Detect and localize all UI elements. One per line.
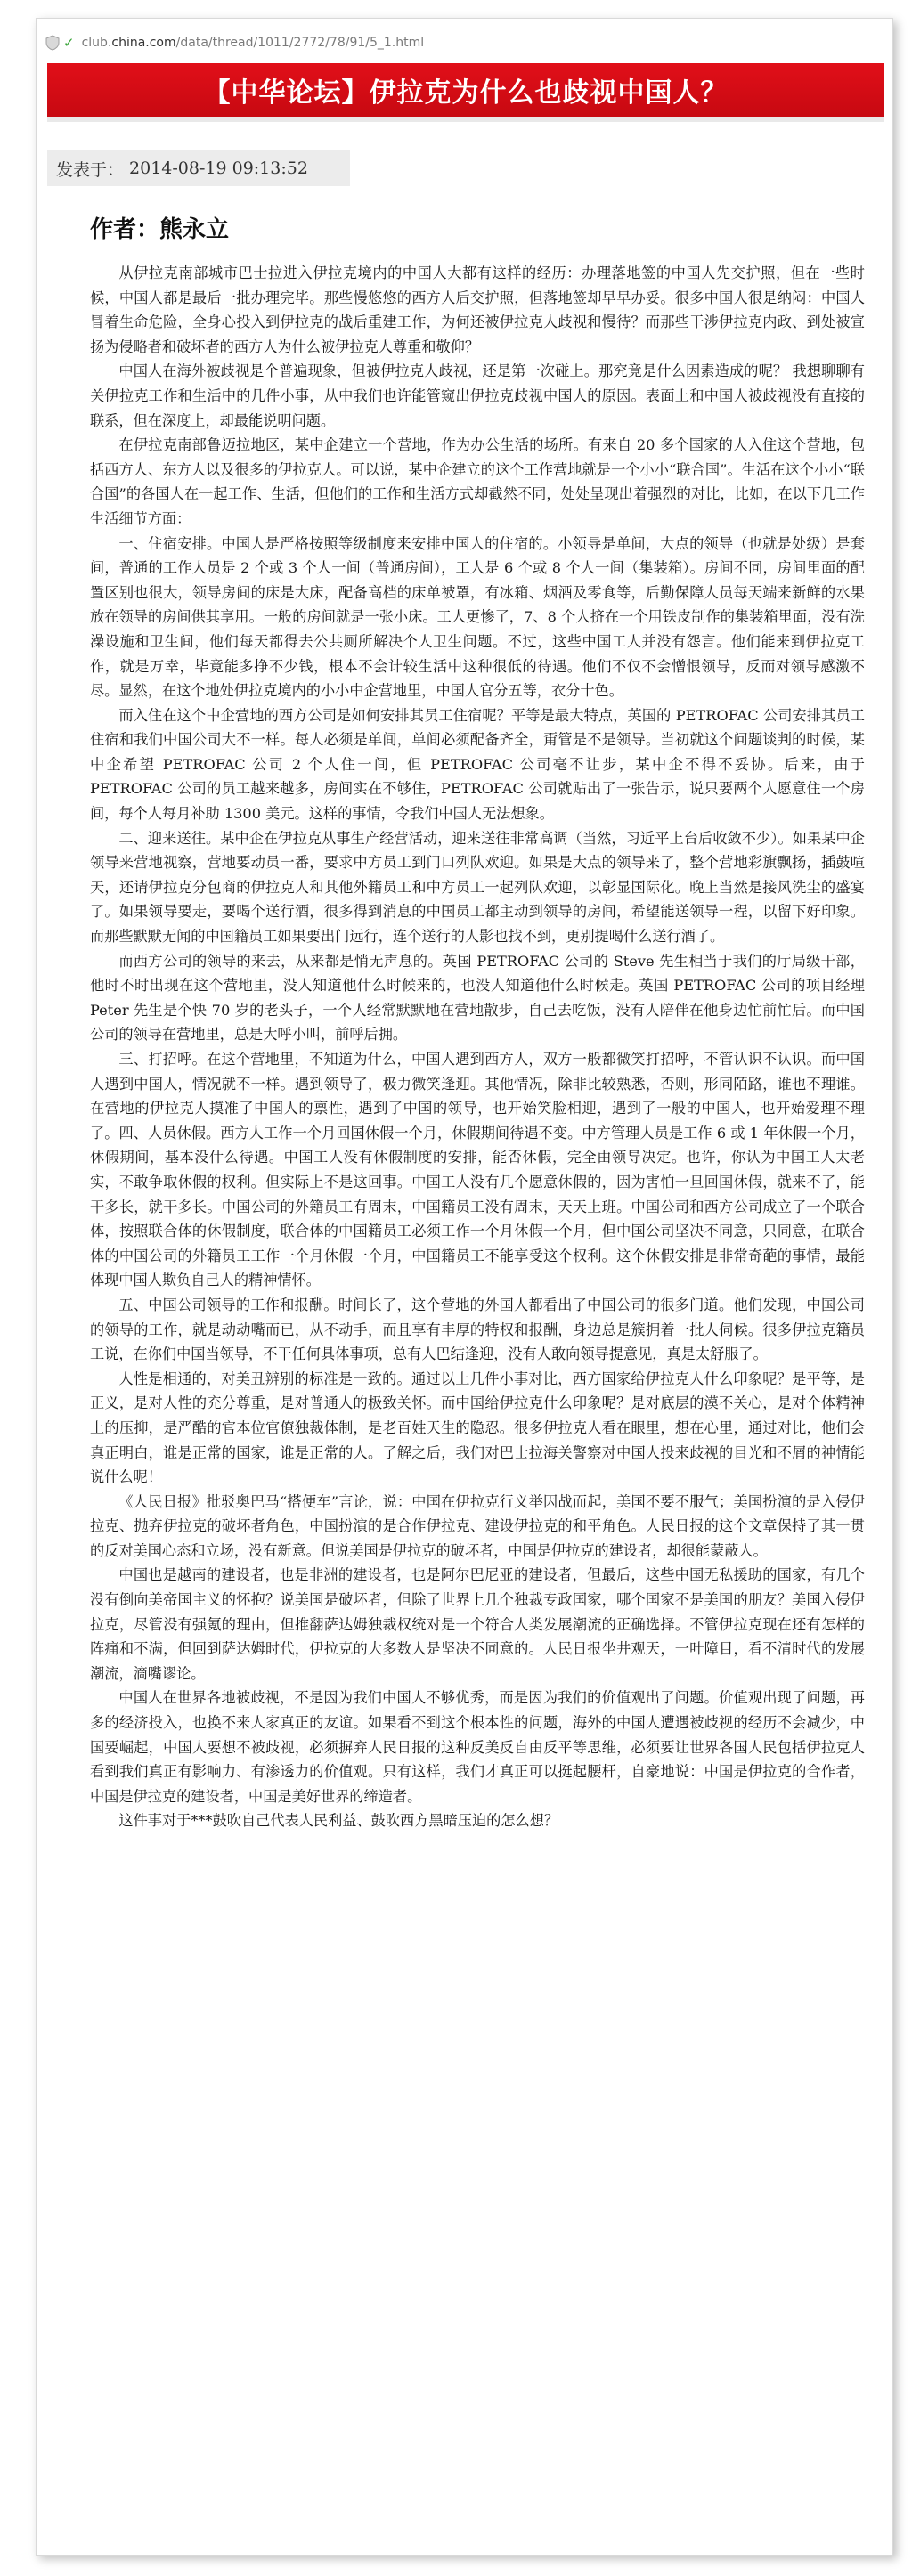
- article-paragraph: 在伊拉克南部鲁迈拉地区，某中企建立一个营地，作为办公生活的场所。有来自 20 多个国家的人入住这个营地，包括西方人、东方人以及很多的伊拉克人。可以说，某中企建立的这个工作营地就是一个小小“联合国”。生活在这个小小“联合国”的各国人在一起工作、生活，但他们的工作和生活方式却截然不同，处处呈现出着强烈的对比，比如，在以下几工作生活细节方面：: [90, 436, 865, 527]
- article-paragraph: 这件事对于***鼓吹自己代表人民利益、鼓吹西方黑暗压迫的怎么想？: [118, 1812, 559, 1830]
- article-paragraph: 《人民日报》批驳奥巴马“搭便车”言论，说：中国在伊拉克行义举因战而起，美国不要不服气；美国扮演的是入侵伊拉克、抛弃伊拉克的破坏者角色，中国扮演的是合作伊拉克、建设伊拉克的和平角色。人民日报的这个文章保持了其一贯的反对美国心态和立场，没有新意。但说美国是伊拉克的破坏者，中国是伊拉克的建设者，却很能蒙蔽人。: [90, 1492, 865, 1559]
- url-domain: china.com: [111, 36, 176, 50]
- article-paragraph: 中国也是越南的建设者，也是非洲的建设者，也是阿尔巴尼亚的建设者，但最后，这些中国无私援助的国家，有几个没有倒向美帝国主义的怀抱？说美国是破坏者，但除了世界上几个独裁专政国家，哪个国家不是美国的朋友？美国入侵伊拉克，尽管没有强氪的理由，但推翻萨达姆独裁权统对是一个符合人类发展潮流的正确选择。不管伊拉克现在还有怎样的阵痛和不满，但回到萨达姆时代，伊拉克的大多数人是坚决不同意的。人民日报坐井观天，一叶障目，看不清时代的发展潮流，滴嘴谬论。: [90, 1566, 865, 1682]
- article-paragraph: 从伊拉克南部城市巴士拉进入伊拉克境内的中国人大都有这样的经历：办理落地签的中国人先交护照，但在一些时候，中国人都是最后一批办理完毕。那些慢悠悠的西方人后交护照，但落地签却早早办妥。很多中国人很是纳闷：中国人冒着生命危险，全身心投入到伊拉克的战后重建工作，为何还被伊拉克人歧视和慢待？而那些干涉伊拉克内政、到处被宣扬为侵略者和破坏者的西方人为什么被伊拉克人尊重和敬仰？: [90, 264, 865, 355]
- url-prefix: club.: [81, 36, 112, 50]
- article-body: [90, 261, 865, 1833]
- article-paragraph: 而入住在这个中企营地的西方公司是如何安排其员工住宿呢？平等是最大特点，英国的 PETROFAC 公司安排其员工住宿和我们中国公司大不一样。每人必须是单间，单间必须配备齐全，甭管是不是领导。当初就这个问题谈判的时候，某中企希望 PETROFAC 公司 2 个人住一间，但 PETROFAC 公司毫不让步，某中企不得不妥协。后来，由于 PETROFAC 公司的员工越来越多，房间实在不够住，PETROFAC 公司就贴出了一张告示，说只要两个人愿意住一个房间，每个人每月补助 1300 美元。这样的事情，令我们中国人无法想象。: [90, 706, 865, 823]
- url-path: /data/thread/1011/2772/78/91/5_1.html: [175, 36, 425, 50]
- article-paragraph: 人性是相通的，对美丑辨别的标准是一致的。通过以上几件小事对比，西方国家给伊拉克人什么印象呢？是平等，是正义，是对人性的充分尊重，是对普通人的极致关怀。而中国给伊拉克什么印象呢？是对底层的漠不关心，是对个体精神上的压抑，是严酷的官本位官僚独裁体制，是老百姓天生的隐忍。很多伊拉克人看在眼里，想在心里，通过对比，他们会真正明白，谁是正常的国家，谁是正常的人。了解之后，我们对巴士拉海关警察对中国人投来歧视的目光和不屑的神情能说什么呢！: [90, 1369, 865, 1486]
- article-paragraph: 中国人在海外被歧视是个普遍现象，但被伊拉克人歧视，还是第一次碰上。那究竟是什么因素造成的呢？ 我想聊聊有关伊拉克工作和生活中的几件小事，从中我们也许能管窥出伊拉克歧视中国人的原因。表面上和中国人被歧视没有直接的联系，但在深度上，却最能说明问题。: [90, 362, 865, 429]
- author-line: 作者：熊永立: [90, 216, 230, 243]
- address-bar[interactable]: [45, 28, 883, 58]
- article-paragraph: 而西方公司的领导的来去，从来都是悄无声息的。英国 PETROFAC 公司的 Steve 先生相当于我们的厅局级干部，他时不时出现在这个营地里，没人知道他什么时候来的，也没人知道他什么时候走。英国 PETROFAC 公司的项目经理 Peter 先生是个快 70 岁的老头子，一个人经常默默地在营地散步，自己去吃饭，没有人陪伴在他身边忙前忙后。而中国公司的领导在营地里，总是大呼小叫，前呼后拥。: [90, 952, 865, 1044]
- article-paragraph: 一、住宿安排。中国人是严格按照等级制度来安排中国人的住宿的。小领导是单间，大点的领导（也就是处级）是套间，普通的工作人员是 2 个或 3 个人一间（普通房间），工人是 6 个或 8 个人一间（集装箱）。房间不同，房间里面的配置区别也很大，领导房间的床是大床，配备高档的床单被罩，有冰箱、烟酒及零食等，后勤保障人员每天端来新鲜的水果放在领导的房间供其享用。一般的房间就是一张小床。工人更惨了，7、8 个人挤在一个用铁皮制作的集装箱里面，没有洗澡设施和卫生间，他们每天都得去公共厕所解决个人卫生问题。不过，这些中国工人并没有怨言。他们能来到伊拉克工作，就是万幸，毕竟能多挣不少钱，根本不会计较生活中这种很低的待遇。他们不仅不会憎恨领导，反而对领导感激不尽。显然，在这个地处伊拉克境内的小小中企营地里，中国人官分五等，衣分十色。: [90, 534, 865, 700]
- posted-time: 2014-08-19 09:13:52: [129, 158, 308, 178]
- page-frame: [36, 18, 893, 2556]
- article-paragraph: 三、打招呼。在这个营地里，不知道为什么，中国人遇到西方人，双方一般都微笑打招呼，不管认识不认识。而中国人遇到中国人，情况就不一样。遇到领导了，极力微笑逢迎。其他情况，除非比较熟悉，否则，形同陌路，谁也不理谁。在营地的伊拉克人摸准了中国人的禀性，遇到了中国的领导，也开始笑脸相迎，遇到了一般的中国人，也开始爱理不理了。四、人员休假。西方人工作一个月回国休假一个月，休假期间待遇不变。中方管理人员是工作 6 或 1 年休假一个月，休假期间，基本没什么待遇。中国工人没有休假制度的安排，能否休假，完全由领导决定。也许，你认为中国工人太老实，不敢争取休假的权利。但实际上不是这回事。中国工人没有几个愿意休假的，因为害怕一旦回国休假，就来不了，能干多长，就干多长。中国公司的外籍员工有周末，中国籍员工没有周末，天天上班。中国公司和西方公司成立了一个联合体，按照联合体的休假制度，联合体的中国籍员工必须工作一个月休假一个月，但中国公司坚决不同意，只同意，在联合体的中国公司的外籍员工工作一个月休假一个月，中国籍员工不能享受这个权利。这个休假安排是非常奇葩的事情，最能体现中国人欺负自己人的精神情怀。: [90, 1051, 865, 1289]
- verified-check-icon: ✓: [63, 35, 75, 51]
- posted-label: 发表于：: [56, 159, 125, 180]
- page-title: 【中华论坛】伊拉克为什么也歧视中国人？: [203, 77, 729, 109]
- article-paragraph: 五、中国公司领导的工作和报酬。时间长了，这个营地的外国人都看出了中国公司的很多门道。他们发现，中国公司的领导的工作，就是动动嘴而已，从不动手，而且享有丰厚的特权和报酬，身边总是簇拥着一批人伺候。很多伊拉克籍员工说，在你们中国当领导，不干任何具体事项，总有人巴结逢迎，没有人敢向领导提意见，真是太舒服了。: [90, 1296, 865, 1363]
- article-paragraph: 中国人在世界各地被歧视，不是因为我们中国人不够优秀，而是因为我们的价值观出了问题。价值观出现了问题，再多的经济投入，也换不来人家真正的友谊。如果看不到这个根本性的问题，海外的中国人遭遇被歧视的经历不会减少，中国要崛起，中国人要想不被歧视，必须摒弃人民日报的这种反美反自由反平等思维，必须要让世界各国人民包括伊拉克人看到我们真正有影响力、有渗透力的价值观。只有这样，我们才真正可以挺起腰杆，自豪地说：中国是伊拉克的合作者，中国是伊拉克的建设者，中国是美好世界的缔造者。: [90, 1689, 865, 1805]
- post-date: [47, 150, 350, 186]
- shield-icon: [45, 35, 60, 51]
- article-paragraph: 二、迎来送往。某中企在伊拉克从事生产经营活动，迎来送往非常高调（当然，习近平上台后收敛不少）。如果某中企领导来营地视察，营地要动员一番，要求中方员工到门口列队欢迎。如果是大点的领导来了，整个营地彩旗飘扬，插鼓喧天，还请伊拉克分包商的伊拉克人和其他外籍员工和中方员工一起列队欢迎，以彰显国际化。晚上当然是接风洗尘的盛宴了。如果领导要走，要喝个送行酒，很多得到消息的中国员工都主动到领导的房间，希望能送领导一程，以留下好印象。而那些默默无闻的中国籍员工如果要出门远行，连个送行的人影也找不到，更别提喝什么送行酒了。: [90, 829, 865, 946]
- address-bar-icons: [45, 35, 75, 51]
- forum-title-banner: [47, 63, 884, 122]
